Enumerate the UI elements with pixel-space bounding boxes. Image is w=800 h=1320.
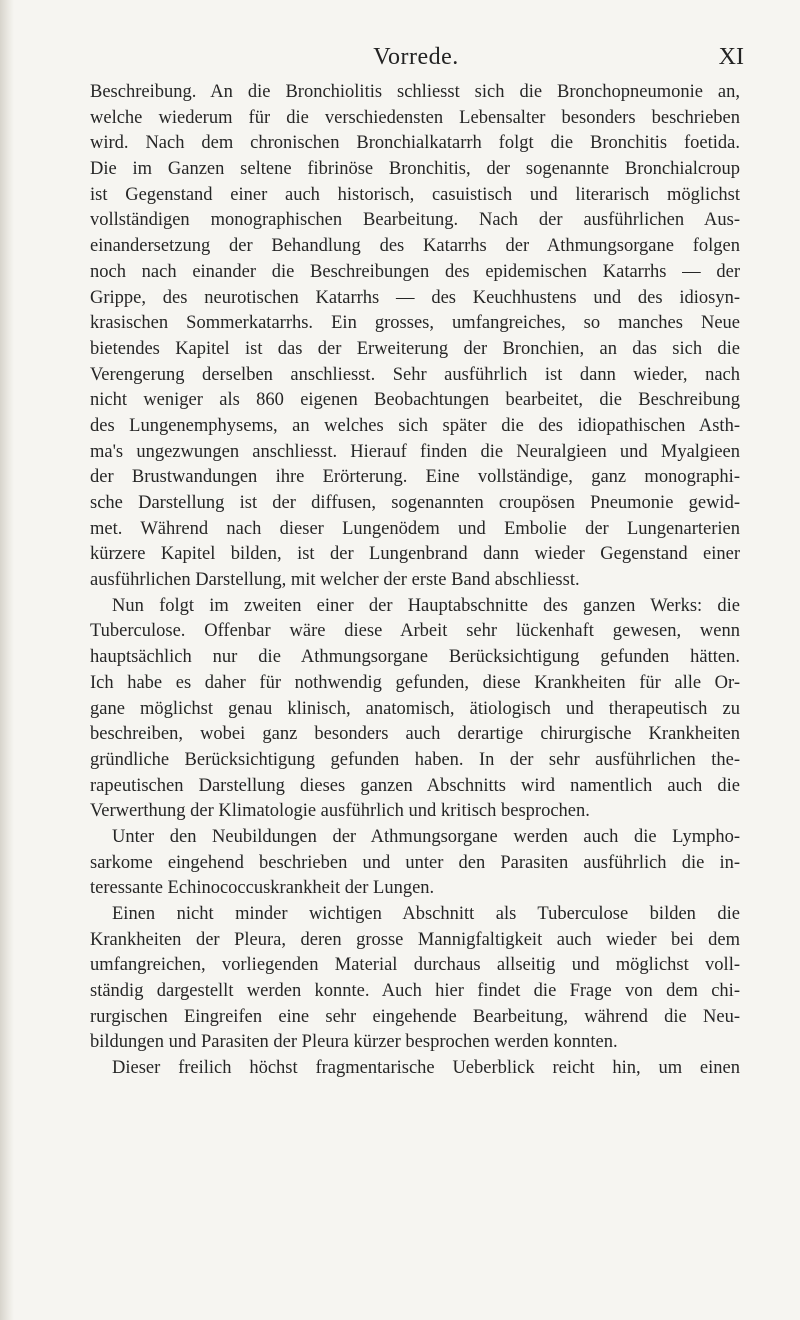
text-line: wird. Nach dem chronischen Bronchialkatarrh folgt die Bronchitis foetida. [90,133,740,154]
text-line: rapeutischen Darstellung dieses ganzen Abschnitts wird namentlich auch die [90,775,740,796]
text-line: Nun folgt im zweiten einer der Hauptabschnitte des ganzen Werks: die [112,595,740,616]
text-line: sarkome eingehend beschrieben und unter den Parasiten ausführlich die in- [90,852,740,873]
text-line: Einen nicht minder wichtigen Abschnitt als Tuberculose bilden die [112,904,740,924]
text-line: gründliche Berücksichtigung gefunden haben. In der sehr ausführlichen the- [90,749,740,770]
text-line: einandersetzung der Behandlung des Katarrhs der Athmungsorgane folgen [90,236,740,257]
text-line: hauptsächlich nur die Athmungsorgane Berücksichtigung gefunden hätten. [90,647,740,668]
text-line: Ich habe es daher für nothwendig gefunden, diese Krankheiten für alle Or- [90,672,740,693]
text-line: Tuberculose. Offenbar wäre diese Arbeit sehr lückenhaft gewesen, wenn [90,621,740,642]
text-line: nicht weniger als 860 eigenen Beobachtungen bearbeitet, die Beschreibung [90,390,740,411]
text-line: ist Gegenstand einer auch historisch, casuistisch und literarisch möglichst [90,184,740,205]
text-line: krasischen Sommerkatarrhs. Ein grosses, umfangreiches, so manches Neue [90,313,740,334]
text-line: rurgischen Eingreifen eine sehr eingehende Bearbeitung, während die Neu- [90,1006,740,1027]
text-line: Verwerthung der Klimatologie ausführlich und kritisch besprochen. [90,801,590,822]
page-number: XI [718,44,744,70]
text-line: beschreiben, wobei ganz besonders auch derartige chirurgische Krankheiten [90,724,740,745]
running-title: Vorrede. [373,44,459,70]
text-line: des Lungenemphysems, an welches sich später die des idiopathischen Asth- [90,415,740,436]
text-line: ma's ungezwungen anschliesst. Hierauf finden die Neuralgieen und Myalgieen [90,441,740,462]
text-line: der Brustwandungen ihre Erörterung. Eine vollständige, ganz monographi- [90,467,740,488]
text-line: welche wiederum für die verschiedensten Lebensalter besonders beschrieben [90,107,740,128]
text-line: bildungen und Parasiten der Pleura kürzer besprochen werden konnten. [90,1032,618,1053]
text-line: met. Während nach dieser Lungenödem und Embolie der Lungenarterien [90,518,740,539]
text-line: noch nach einander die Beschreibungen des epidemischen Katarrhs — der [90,261,740,282]
text-line: Beschreibung. An die Bronchiolitis schliesst sich die Bronchopneumonie an, [90,82,740,102]
text-line: umfangreichen, vorliegenden Material durchaus allseitig und möglichst voll- [90,955,740,976]
text-line: Grippe, des neurotischen Katarrhs — des Keuchhustens und des idiosyn- [90,287,740,308]
text-line: Dieser freilich höchst fragmentarische Ueberblick reicht hin, um einen [112,1058,740,1079]
text-line: Unter den Neubildungen der Athmungsorgane werden auch die Lympho- [112,826,740,847]
text-line: ständig dargestellt werden konnte. Auch hier findet die Frage von dem chi- [90,981,740,1002]
page-header [88,44,744,84]
text-line: Krankheiten der Pleura, deren grosse Mannigfaltigkeit auch wieder bei dem [90,929,740,950]
text-line: kürzere Kapitel bilden, ist der Lungenbrand dann wieder Gegenstand einer [90,544,740,565]
text-line: Die im Ganzen seltene fibrinöse Bronchitis, der sogenannte Bronchialcroup [90,159,740,180]
text-line: sche Darstellung ist der diffusen, sogenannten croupösen Pneumonie gewid- [90,493,740,513]
text-line: ausführlichen Darstellung, mit welcher der erste Band abschliesst. [90,570,580,591]
text-line: bietendes Kapitel ist das der Erweiterung der Bronchien, an das sich die [90,338,740,359]
text-line: Verengerung derselben anschliesst. Sehr ausführlich ist dann wieder, nach [90,364,740,385]
page-gutter-shadow [0,0,14,1320]
text-line: vollständigen monographischen Bearbeitung. Nach der ausführlichen Aus- [90,210,740,231]
body-text [90,80,740,1082]
text-line: teressante Echinococcuskrankheit der Lungen. [90,878,435,899]
text-line: gane möglichst genau klinisch, anatomisch, ätiologisch und therapeutisch zu [90,698,740,719]
